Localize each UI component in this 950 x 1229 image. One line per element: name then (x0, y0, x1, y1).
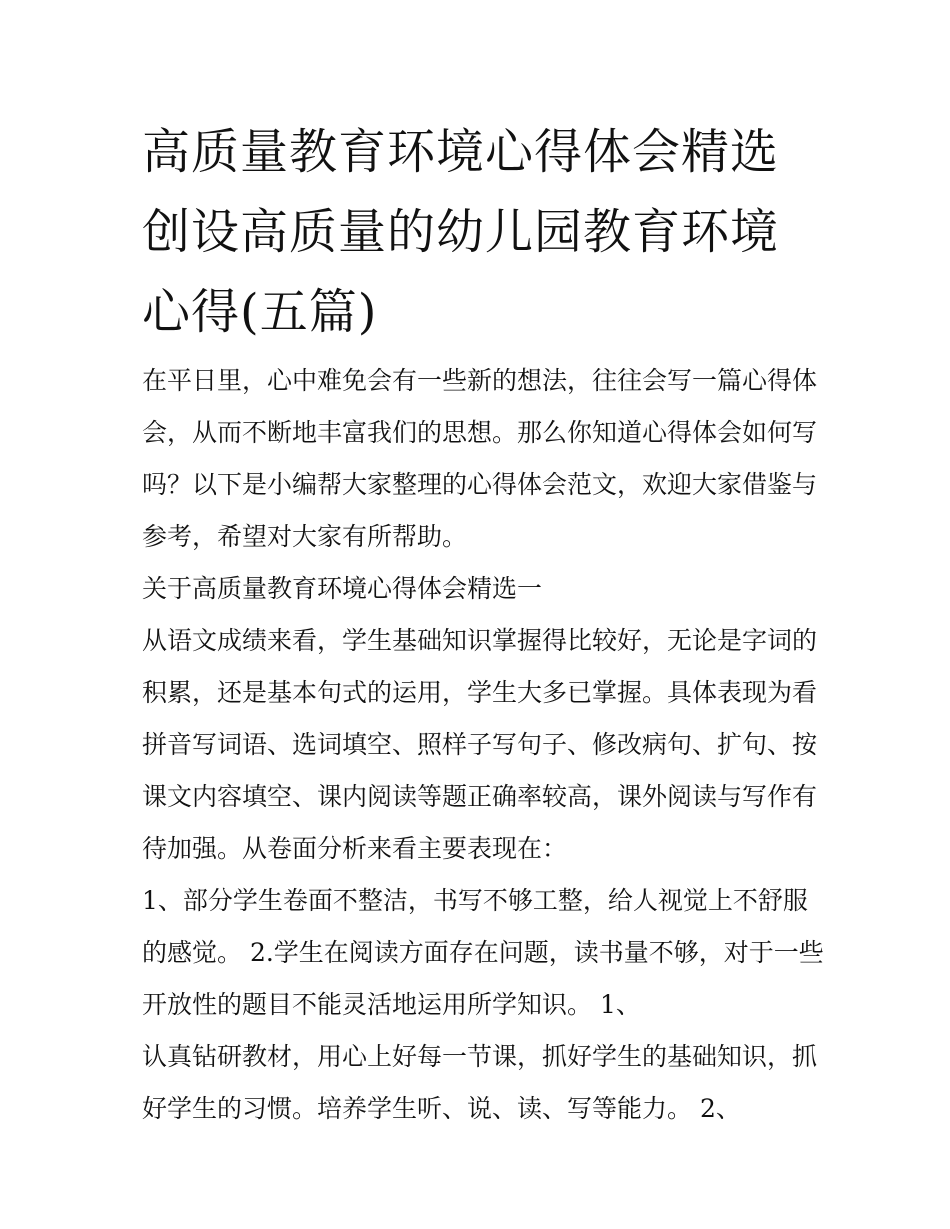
paragraph-line: 课文内容填空、课内阅读等题正确率较高，课外阅读与写作有 (142, 782, 818, 811)
paragraph-line: 在平日里，心中难免会有一些新的想法，往往会写一篇心得体 (142, 366, 818, 395)
document-body (142, 355, 822, 1135)
title-line: 创设高质量的幼儿园教育环境 (142, 204, 780, 260)
paragraph-line: 认真钻研教材，用心上好每一节课，抓好学生的基础知识，抓 (142, 1042, 818, 1071)
title-line: 高质量教育环境心得体会精选 (142, 124, 780, 180)
paragraph-line: 拼音写词语、选词填空、照样子写句子、修改病句、扩句、按 (142, 730, 818, 759)
paragraph-line: 从语文成绩来看，学生基础知识掌握得比较好，无论是字词的 (142, 626, 818, 655)
paragraph-line: 参考，希望对大家有所帮助。 (142, 522, 468, 551)
document-title (142, 112, 822, 352)
paragraph-line: 1、部分学生卷面不整洁，书写不够工整，给人视觉上不舒服 (142, 886, 808, 915)
paragraph-line: 吗？以下是小编帮大家整理的心得体会范文，欢迎大家借鉴与 (142, 470, 818, 499)
paragraph-line: 好学生的习惯。培养学生听、说、读、写等能力。 2、 (142, 1094, 741, 1123)
section-heading: 关于高质量教育环境心得体会精选一 (142, 574, 543, 603)
paragraph-line: 开放性的题目不能灵活地运用所学知识。 1、 (142, 990, 641, 1019)
paragraph-line: 积累，还是基本句式的运用，学生大多已掌握。具体表现为看 (142, 678, 818, 707)
title-line: 心得(五篇) (142, 284, 378, 340)
paragraph-line: 的感觉。 2.学生在阅读方面存在问题，读书量不够，对于一些 (142, 938, 824, 967)
paragraph-line: 待加强。从卷面分析来看主要表现在： (142, 834, 568, 863)
paragraph-line: 会，从而不断地丰富我们的思想。那么你知道心得体会如何写 (142, 418, 818, 447)
